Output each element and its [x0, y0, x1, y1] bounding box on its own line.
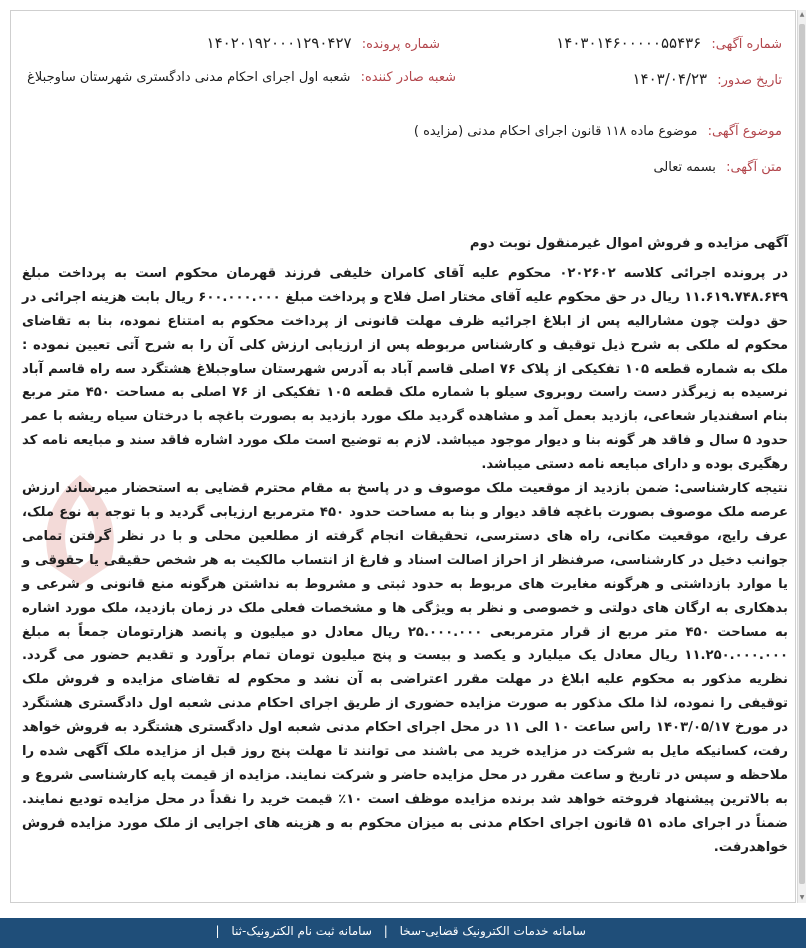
notice-paragraph-1: در پرونده اجرائی کلاسه ۰۲۰۲۶۰۲ محکوم علیه آقای کامران خلیفی فرزند قهرمان محکوم است به پرداخت مبلغ ۱۱.۶۱۹.۷۴۸.۶۴۹ ریال در حق محکوم علیه آقای مختار اصل فلاح و پرداخت مبلغ ۶۰۰.۰۰۰.۰۰۰ ریال بابت هزینه اجرائی در حق دولت چون مشارالیه پس از ابلاغ اجرائیه ظرف مهلت قانونی از پرداخت محکوم به امتناع نموده، بنا به تقاضای محکوم له ملکی به شرح ذیل توقیف و کارشناس مربوطه پس از ارزیابی ارزش کلی آن را به شرح آتی تعیین نموده : ملک به شماره قطعه ۱۰۵ تفکیکی از پلاک ۷۶ اصلی قاسم آباد به آدرس شهرستان ساوجبلاغ هشتگرد سه راه قاسم آباد نرسیده به زیرگذر دست راست روبروی سیلو با شماره ملک قطعه ۱۰۵ تفکیکی از ۷۶ اصلی به مساحت ۴۵۰ متر مربع بنام اسفندیار شعاعی، بازدید بعمل آمد و مشاهده گردید ملک مورد بازدید به بصورت باغچه با درختان سیاه ریشه با عمر حدود ۵ سال و فاقد هر گونه بنا و دیوار موجود میباشد. لازم به توضیح است ملک مورد اشاره فاقد سند و مبایعه نامه کد رهگیری بوده و دارای مبایعه نامه دستی میباشد. [22, 265, 789, 473]
notice-body [22, 232, 788, 860]
case-number [207, 34, 440, 52]
vertical-scrollbar[interactable] [797, 10, 806, 903]
scroll-up-arrow-icon[interactable]: ▲ [799, 11, 805, 18]
footer-separator: | [383, 924, 388, 938]
case-number-label: شماره پرونده: [361, 37, 440, 52]
footer-link-sakha[interactable]: سامانه خدمات الکترونیک قضایی-سخا [399, 924, 586, 938]
notice-paragraph-2: نتیجه کارشناسی: ضمن بازدید از موقعیت ملک موصوف و در پاسخ به مقام محترم قضایی به استحضار میرساند ارزش عرصه ملک موصوف بصورت باغچه فاقد دیوار و بنا به مساحت حدود ۴۵۰ مترمربع ارزیابی گردید و با توجه به نوع ملک، عرف رایج، موقعیت مکانی، راه های دسترسی، تحقیقات انجام گرفته از مطلعین محلی و با در نظر گرفتن تمامی جوانب دخیل در کارشناسی، صرفنظر از احراز اصالت اسناد و فارغ از انتساب مالکیت به هر شخص حقیقی یا حقوقی و یا موارد بازداشتی و هرگونه مغایرت های مربوط به حدود ثبتی و مشروط به نداشتن هرگونه منع قانونی و شرعی و بدهکاری به ارگان های دولتی و خصوصی و نظر به ویژگی ها و مشخصات فعلی ملک در زمان بازدید، ملک مورد اشاره به مساحت ۴۵۰ متر مربع از قرار مترمربعی ۲۵.۰۰۰.۰۰۰ ریال معادل دو میلیون و پانصد هزارتومان جمعاً به مبلغ ۱۱.۲۵۰.۰۰۰.۰۰۰ ریال معادل یک میلیارد و یکصد و بیست و پنج میلیون تومان تمام برآورد و تقدیم حضور می گردد. نظریه مذکور به محکوم علیه ابلاغ در مهلت مقرر اعتراضی به آن نشد و محکوم له تقاضای مزایده و فروش ملک توقیفی را نموده، لذا ملک مذکور به صورت مزایده حضوری از طریق اجرای احکام مدنی شعبه اول دادگستری هشتگرد در مورخ ۱۴۰۳/۰۵/۱۷ راس ساعت ۱۰ الی ۱۱ در محل اجرای احکام مدنی شعبه اول دادگستری هشتگرد به فروش خواهد رفت، کسانیکه مایل به شرکت در مزایده خرید می باشند می توانند تا مهلت پنج روز قبل از مزایده ملک آگهی شده را ملاحظه و سپس در تاریخ و ساعت مقرر در محل مزایده حاضر و شرکت نمایند. مزایده از قیمت پایه کارشناسی شروع و به بالاترین پیشنهاد فروخته خواهد شد برنده مزایده موظف است ۱۰٪ قیمت خرید را نقداً در محل مزایده تودیع نمایند. ضمناً در اجرای ماده ۵۱ قانون اجرای احکام مدنی به میزان محکوم به و هزینه های اجرایی از ملک مورد مزایده فروش خواهدرفت. [22, 481, 788, 855]
issue-date-value: ۱۴۰۳/۰۴/۲۳ [632, 70, 708, 88]
issue-date [633, 70, 783, 88]
text-header [653, 160, 782, 175]
issuer [27, 70, 456, 85]
notice-number [556, 34, 782, 52]
subject-label: موضوع آگهی: [707, 124, 782, 139]
footer-separator-end: | [215, 924, 220, 938]
subject [414, 124, 782, 139]
text-label: متن آگهی: [726, 160, 782, 175]
text-intro: بسمه تعالی [653, 160, 716, 175]
subject-value: موضوع ماده ۱۱۸ قانون اجرای احکام مدنی (مزایده ) [413, 124, 698, 139]
footer-link-sana[interactable]: سامانه ثبت نام الکترونیک-ثنا [231, 924, 372, 938]
issue-date-label: تاریخ صدور: [717, 73, 782, 88]
issuer-label: شعبه صادر کننده: [360, 70, 456, 85]
case-number-value: ۱۴۰۲۰۱۹۲۰۰۰۱۲۹۰۴۲۷ [206, 34, 352, 52]
notice-number-value: ۱۴۰۳۰۱۴۶۰۰۰۰۰۵۵۴۳۶ [556, 34, 702, 52]
footer-links [208, 924, 586, 938]
scroll-thumb[interactable] [799, 24, 805, 884]
scroll-down-arrow-icon[interactable]: ▼ [799, 894, 805, 901]
issuer-value: شعبه اول اجرای احکام مدنی دادگستری شهرستان ساوجبلاغ [27, 70, 351, 85]
footer-bar [0, 918, 806, 948]
notice-title: آگهی مزایده و فروش اموال غیرمنقول نوبت دوم [469, 236, 788, 251]
notice-number-label: شماره آگهی: [711, 37, 782, 52]
